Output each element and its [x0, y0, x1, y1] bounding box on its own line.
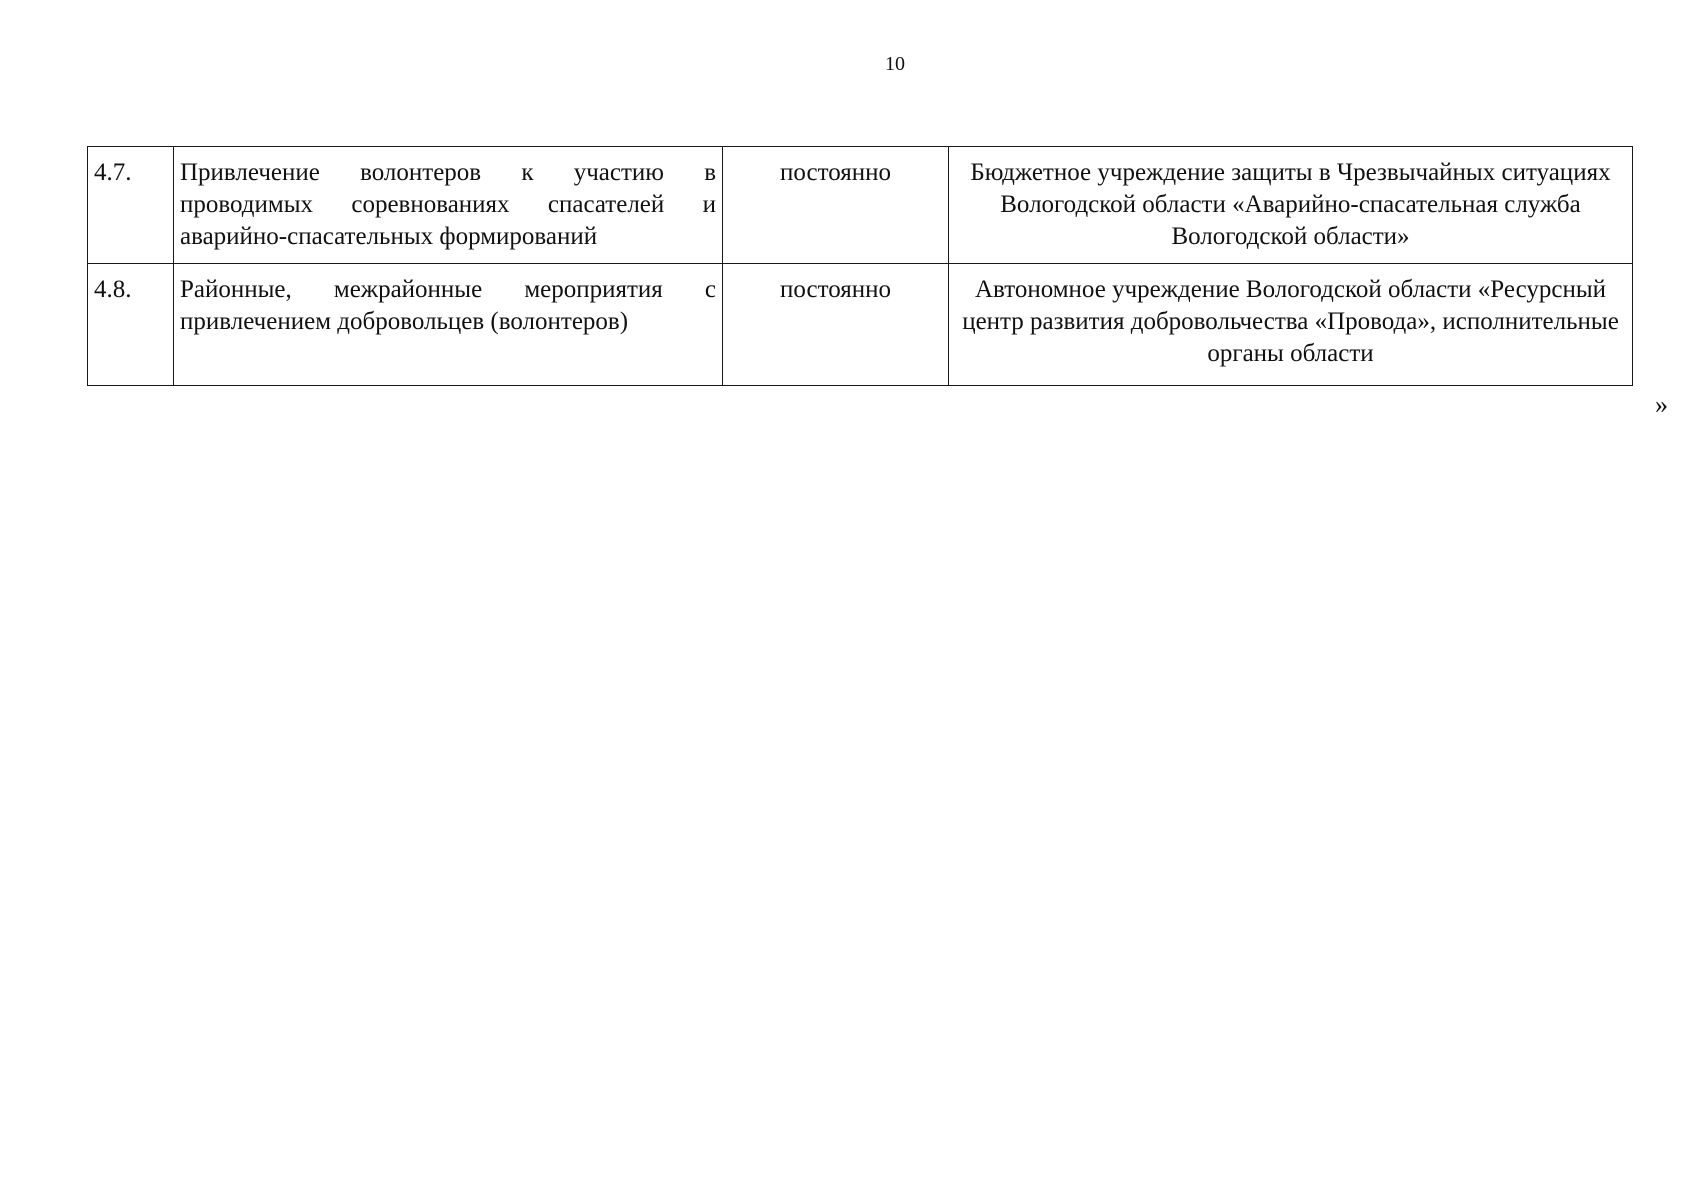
row-number-cell: 4.8.: [88, 264, 174, 386]
table-row: [88, 264, 1633, 386]
page-number: 10: [885, 53, 905, 75]
term-cell: постоянно: [723, 147, 949, 264]
event-cell: Районные, межрайонные мероприятия с привлечением добровольцев (волонтеров): [174, 264, 723, 386]
closing-quote-mark: »: [1655, 390, 1668, 419]
row-number-cell: 4.7.: [88, 147, 174, 264]
table-row: [88, 147, 1633, 264]
responsible-cell: Автономное учреждение Вологодской области «Ресурсный центр развития добровольчества «Провода», исполнительные органы области: [949, 264, 1633, 386]
event-cell: Привлечение волонтеров к участию в проводимых соревнованиях спасателей и аварийно-спасательных формирований: [174, 147, 723, 264]
activities-table: [87, 146, 1633, 386]
term-cell: постоянно: [723, 264, 949, 386]
responsible-cell: Бюджетное учреждение защиты в Чрезвычайных ситуациях Вологодской области «Аварийно-спасательная служба Вологодской области»: [949, 147, 1633, 264]
